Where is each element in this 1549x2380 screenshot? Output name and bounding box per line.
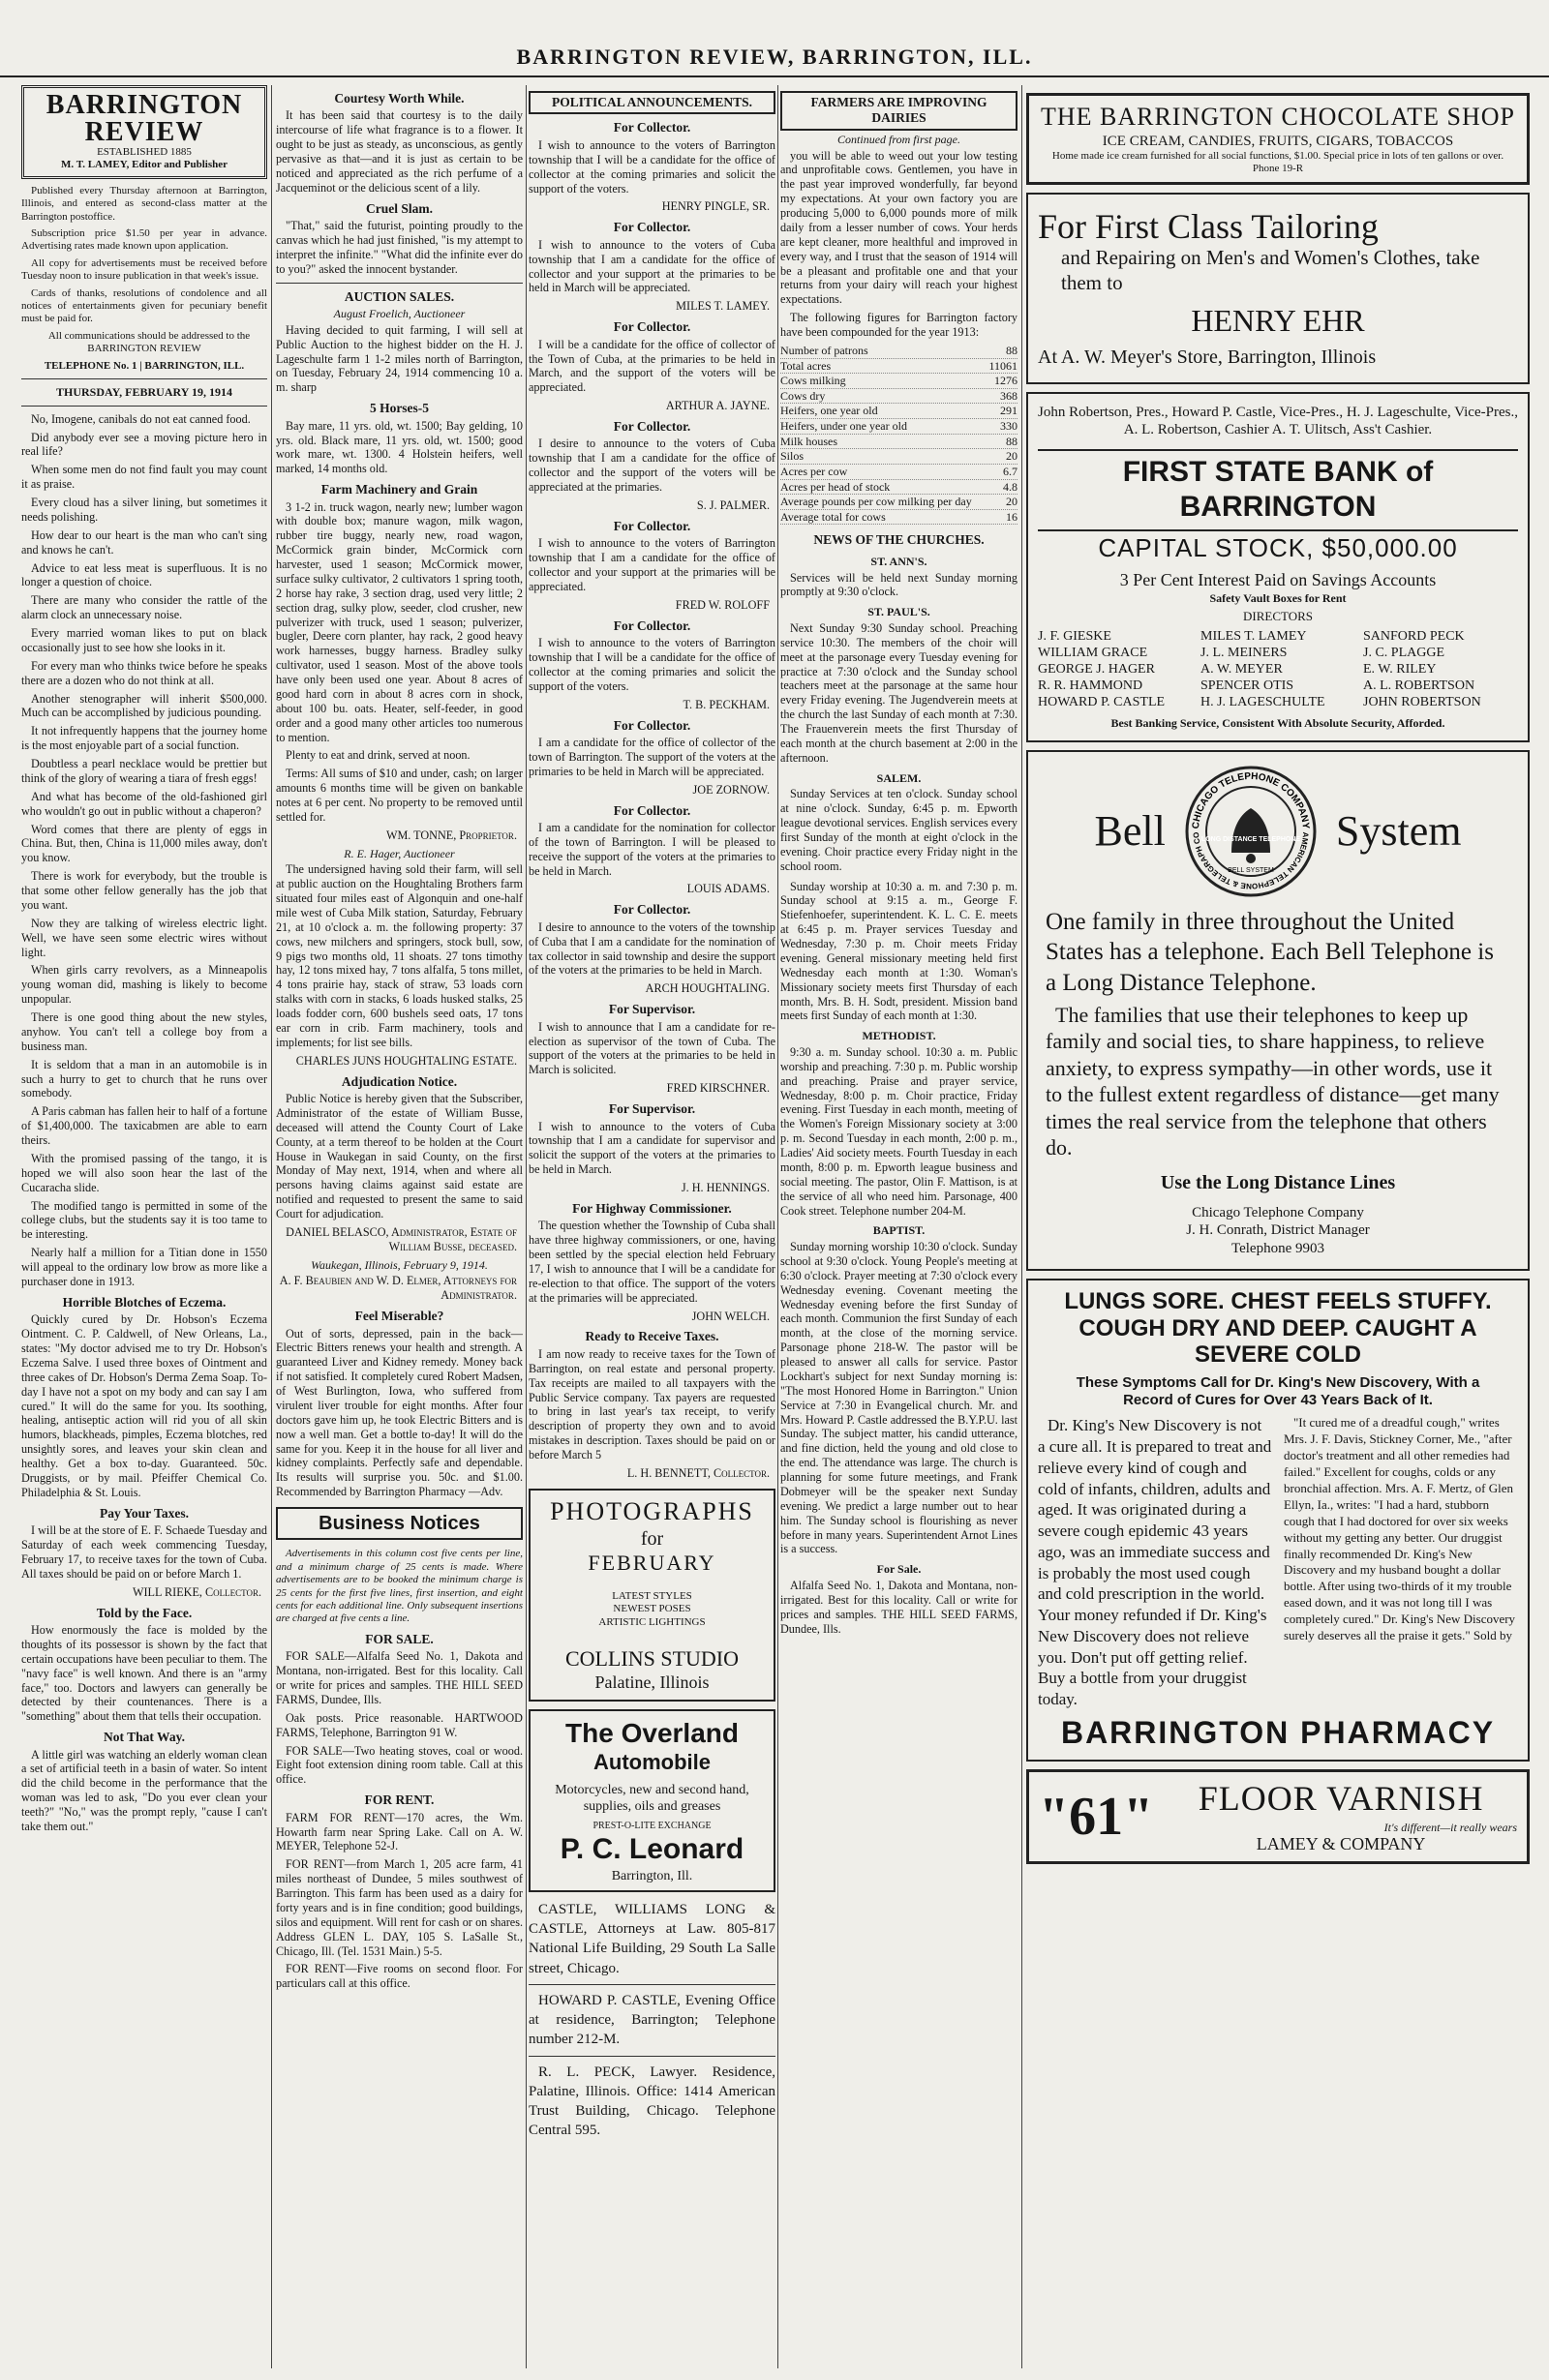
- stat-value: 330: [1000, 419, 1017, 434]
- masthead: [0, 37, 1549, 77]
- announcement-signature: MILES T. LAMEY.: [676, 299, 770, 314]
- column-4: [780, 85, 1017, 2370]
- stat-value: 368: [1000, 388, 1017, 403]
- tailor-title: For First Class Tailoring: [1038, 206, 1379, 246]
- established: ESTABLISHED 1885: [97, 146, 192, 158]
- column-rule: [1021, 85, 1022, 2368]
- varnish-ad: [1026, 1769, 1530, 1864]
- photo-ad-line: for: [640, 1527, 664, 1550]
- chocolate-shop-title: THE BARRINGTON CHOCOLATE SHOP: [1040, 103, 1516, 131]
- slam-headline: Cruel Slam.: [366, 200, 433, 216]
- column-3: [529, 85, 775, 2370]
- classified-ad: FOR SALE—Two heating stoves, coal or wood. Eight foot extension dining room table. Call at this office.: [276, 1743, 523, 1787]
- paragraph: Every cloud has a silver lining, but sometimes it needs polishing.: [21, 496, 267, 524]
- bank-officers: John Robertson, Pres., Howard P. Castle, Vice-Pres., H. J. Lageschulte, Vice-Pres., A. L. Robertson, Cashier A. T. Ulitsch, Ass't Cashier.: [1038, 405, 1518, 438]
- paragraph: A Paris cabman has fallen heir to half of a fortune of $1,400,000. The taxicabmen are able to earn theirs.: [21, 1104, 267, 1148]
- proprietor: WM. TONNE, Proprietor.: [385, 828, 517, 842]
- announcement-signature: ARCH HOUGHTALING.: [645, 981, 770, 996]
- auction-terms: Terms: All sums of $10 and under, cash; on larger amounts 6 months time will be given on bankable notes at 6 per cent. No property to be removed until settled for.: [276, 767, 523, 824]
- church-name: SALEM.: [876, 770, 922, 785]
- cards-info: Cards of thanks, resolutions of condolence and all notices of entertainments given for pecuniary benefit must be paid for.: [21, 286, 267, 325]
- paragraph: How dear to our heart is the man who can't sing and knows he can't.: [21, 527, 267, 557]
- for-sale-headline: FOR SALE.: [365, 1631, 434, 1646]
- stat-value: 16: [1006, 509, 1017, 524]
- announcement-signature: FRED KIRSCHNER.: [666, 1081, 770, 1096]
- announcement-title: For Collector.: [613, 419, 691, 434]
- way-text: A little girl was watching an elderly woman clean a set of artificial teeth in a basin of water. So intent did the child become in the performance that the woman was led to ask, "Do you ever clean your teeth?" "No," was the prompt reply, "cause I can't take them out.": [21, 1747, 267, 1833]
- director-name: J. C. PLAGGE: [1363, 646, 1445, 661]
- director-name: R. R. HAMMOND: [1038, 678, 1143, 694]
- face-text: How enormously the face is molded by the thoughts of its possessor is shown by the fact that certain occupations have been peculiar to them. The "navy face" is well known. And there is an "army face," too. Doctors and lawyers can generally be detected by their countenances. There is a "something" about them that tells their occupation.: [21, 1623, 267, 1724]
- photo-ad-line: FEBRUARY: [588, 1550, 716, 1575]
- director-name: J. F. GIESKE: [1038, 629, 1111, 644]
- seal-top-text: CHICAGO TELEPHONE COMPANY: [1190, 770, 1311, 829]
- paragraph: There are many who consider the rattle of the alarm clock an unnecessary noise.: [21, 593, 267, 622]
- bell-cta: Use the Long Distance Lines: [1160, 1171, 1396, 1193]
- stat-row: [780, 389, 1017, 405]
- photo-ad-line: ARTISTIC LIGHTINGS: [598, 1615, 706, 1628]
- adjudication-text: Public Notice is hereby given that the Subscriber, Administrator of the estate of William Busse, deceased will attend the County Court of Lake County, at a term thereof to be holden at the Court House in Waukegan in said County, on the first Monday of May next, 1914, when and where all persons having claims against said estate are notified and requested to present the same to said Court for adjudication.: [276, 1092, 523, 1221]
- announcement-text: I wish to announce to the voters of Barrington township that I will be a candidate for the office of collector at the coming primaries and solicit the support of the voters.: [529, 636, 775, 693]
- tailor-line: and Repairing on Men's and Women's Clothes, take them to: [1061, 246, 1480, 295]
- system-word: System: [1335, 807, 1462, 856]
- eczema-headline: Horrible Blotches of Eczema.: [62, 1294, 227, 1310]
- castle-card: CASTLE, WILLIAMS LONG & CASTLE, Attorneys at Law. 805-817 National Life Building, 29 South La Salle street, Chicago.: [529, 1901, 775, 1976]
- director-name: A. W. MEYER: [1200, 662, 1283, 678]
- continued-note: Continued from first page.: [837, 132, 960, 146]
- director-name: A. L. ROBERTSON: [1363, 678, 1475, 694]
- stat-label: Acres per head of stock: [780, 479, 891, 494]
- auction-signature: CHARLES JUNS HOUGHTALING ESTATE.: [295, 1053, 517, 1068]
- announcement-title: For Collector.: [613, 902, 691, 918]
- telephone-line: TELEPHONE No. 1 | BARRINGTON, ILL.: [44, 359, 245, 372]
- howard-card: HOWARD P. CASTLE, Evening Office at residence, Barrington; Telephone number 212-M.: [529, 1992, 775, 2048]
- paragraph: Another stenographer will inherit $500,000. Much can be accomplished by judicious pounding.: [21, 691, 267, 720]
- announcement-title: For Collector.: [613, 319, 691, 335]
- stat-label: Average total for cows: [780, 509, 886, 524]
- classified-ad: FOR RENT—Five rooms on second floor. For particulars call at this office.: [276, 1962, 523, 1991]
- kings-headline: LUNGS SORE. CHEST FEELS STUFFY. COUGH DRY AND DEEP. CAUGHT A SEVERE COLD: [1064, 1288, 1492, 1369]
- paragraph: No, Imogene, canibals do not eat canned food.: [31, 411, 251, 426]
- stat-value: 88: [1006, 343, 1017, 357]
- announcement-title: For Collector.: [613, 518, 691, 533]
- classified-ad: FARM FOR RENT—170 acres, the Wm. Howarth farm near Spring Lake. Call on A. W. MEYER, Telephone 52-J.: [276, 1810, 523, 1853]
- church-name: For Sale.: [876, 1562, 922, 1577]
- column-5: [1026, 85, 1530, 2370]
- church-text: Next Sunday 9:30 Sunday school. Preaching service 10:30. The members of the choir will meet at the parsonage every Tuesday evening for practice at 7:30 o'clock and the Sunday school teachers meet at the parsonage at the same hour every Friday evening. The Jugendverein meets at the church the last Sunday of each month at 7:30. The Frauenverein meets the first Thursday of each month at the church basement at 2:00 in the afternoon.: [780, 620, 1017, 765]
- horses-subhead: 5 Horses-5: [369, 401, 430, 416]
- announcement-title: For Supervisor.: [608, 1002, 696, 1017]
- stat-row: [780, 419, 1017, 435]
- church-name: ST. ANN'S.: [870, 554, 927, 568]
- auction-text: Bay mare, 11 yrs. old, wt. 1500; Bay gelding, 10 yrs. old. Black mare, 11 yrs. old, wt. 1500; good work mare, wt. 1300. 4 Holstein heifers, well marked, 14 months old.: [276, 418, 523, 476]
- stat-label: Silos: [780, 449, 805, 464]
- photo-ad-line: NEWEST POSES: [613, 1603, 691, 1615]
- taxes-text: I will be at the store of E. F. Schaede Tuesday and Saturday of each week commencing Tuesday, February 17, to receive taxes for the town of Cuba. All taxes should be paid on or before March 1.: [21, 1523, 267, 1581]
- seal-center-text: LONG DISTANCE TELEPHONE: [1200, 836, 1300, 844]
- announcement-text: The question whether the Township of Cuba shall have three highway commissioners, or one, having been settled by the special election held February 17, I wish to announce that I will be a candidate for re-election to that office. The support of the voters at the primaries will be appreciated.: [529, 1219, 775, 1305]
- announcement-signature: T. B. PECKHAM.: [683, 697, 770, 711]
- kings-right-text: "It cured me of a dreadful cough," writes Mrs. J. F. Davis, Stickney Corner, Me., "after doctor's treatment and all other remedies had failed." Excellent for coughs, colds or any bronchial affection. Mrs. A. F. Mertz, of Glen Ellyn, Ia., writes: "I had a hard, stubborn cough that I had doctored for over six weeks without my getting any better. Our druggist finally recommended Dr. King's New Discovery and my husband bought a dollar bottle. After using two-thirds of it my trouble eased down, and it was not long till I was completely cured." Dr. King's New Discovery surely deserves all the praise it gets." Sold by: [1284, 1415, 1516, 1642]
- kings-subhead: These Symptoms Call for Dr. King's New Discovery, With a Record of Cures for Over 43 Years Back of It.: [1076, 1373, 1480, 1409]
- dairies-headline: FARMERS ARE IMPROVING DAIRIES: [780, 91, 1017, 131]
- stat-label: Milk houses: [780, 434, 838, 448]
- business-notices-rates: Advertisements in this column cost five cents per line, and a minimum charge of 25 cents is made. Where advertisements are to be booked the minimum charge is 25 cents for the first five lines, first insertion, and eight cents for each additional line. Only subsequent insertions are charged at five cents a line.: [276, 1548, 523, 1625]
- director-name: GEORGE J. HAGER: [1038, 662, 1155, 678]
- paragraph: Doubtless a pearl necklace would be prettier but think of the glory of wearing a tiara of fresh eggs!: [21, 757, 267, 785]
- face-headline: Told by the Face.: [96, 1605, 193, 1620]
- stat-label: Heifers, one year old: [780, 404, 878, 418]
- paragraph: And what has become of the old-fashioned girl who wouldn't go out in public without a chaperon?: [21, 789, 267, 818]
- paragraph: It not infrequently happens that the journey home is the most enjoyable part of a social function.: [21, 724, 267, 753]
- varnish-title: FLOOR VARNISH: [1198, 1778, 1484, 1818]
- miserable-text: Out of sorts, depressed, pain in the back—Electric Bitters renews your health and strength. A guaranteed Liver and Kidney remedy. Money back if not satisfied. It completely cured Robert Madsen, of West Burlington, Iowa, who suffered from virulent liver trouble for eight months. After four doctors gave him up, he took Electric Bitters and is now a well man. Get a bottle to-day! It will do the same for you. Keep it in the house for all liver and kidney complaints. Perfectly safe and dependable. Its results will surprise you. 50c. and $1.00. Recommended by Barrington Pharmacy —Adv.: [276, 1326, 523, 1499]
- bell-company: Chicago Telephone Company: [1192, 1205, 1364, 1221]
- director-name: SANFORD PECK: [1363, 629, 1465, 644]
- overland-line: PREST-O-LITE EXCHANGE: [592, 1820, 712, 1831]
- stat-label: Heifers, under one year old: [780, 419, 907, 434]
- bell-telephone: Telephone 9903: [1230, 1240, 1324, 1256]
- announcement-signature: ARTHUR A. JAYNE.: [665, 399, 770, 413]
- announcement-signature: LOUIS ADAMS.: [686, 882, 770, 896]
- director-name: E. W. RILEY: [1363, 662, 1437, 678]
- stat-value: 6.7: [1003, 464, 1017, 478]
- auction-headline: AUCTION SALES.: [344, 288, 455, 304]
- for-rent-headline: FOR RENT.: [364, 1793, 435, 1808]
- stat-row: [780, 510, 1017, 526]
- overland-line: Automobile: [593, 1749, 711, 1774]
- courtesy-text: It has been said that courtesy is to the daily intercourse of life what fragrance is to a flower. It ought to be just as steady, as unconscious, as gently pervasive as that—and it is just as certain to be noticed and appreciated as the rich perfume of a Jacqueminot or the delicious scent of a lily.: [276, 108, 523, 195]
- eczema-text: Quickly cured by Dr. Hobson's Eczema Ointment. C. P. Caldwell, of New Orleans, La., states: "My doctor advised me to try Dr. Hobson's Eczema Salve. I used three boxes of Ointment and three cakes of Dr. Hobson's Derma Zema Soap. To-day I have not a spot on my body and can say I am cured." It will do the same for you. Its soothing, healing, antiseptic action will rid you of all skin humors, blackheads, pimples, Eczema blotches, red unsightly sores, and leaves your skin clean and healthy. Get a box to-day. Guaranteed. 50c. Druggists, or by mail. Pfeiffer Chemical Co. Philadelphia & St. Louis.: [21, 1312, 267, 1499]
- church-text: Services will be held next Sunday morning promptly at 9:30 o'clock.: [780, 570, 1017, 599]
- announcement-text: I desire to announce to the voters of the township of Cuba that I am a candidate for the nomination of tax collector in said township and desire the support of the voters at the primaries to be held in March.: [529, 919, 775, 978]
- paragraph: Word comes that there are plenty of eggs in China. But, then, China is 11,000 miles away, don't you know.: [21, 822, 267, 865]
- column-rule: [777, 85, 778, 2368]
- bell-paragraph: One family in three throughout the United States has a telephone. Each Bell Telephone is a Long Distance Telephone.: [1046, 909, 1494, 996]
- announcement-signature: JOE ZORNOW.: [692, 782, 770, 797]
- director-name: J. L. MEINERS: [1200, 646, 1288, 661]
- auction-text: Plenty to eat and drink, served at noon.: [286, 748, 471, 763]
- business-notices-title: Business Notices: [319, 1513, 480, 1535]
- paragraph: When girls carry revolvers, as a Minneapolis young woman did, mashing is likely to become unpopular.: [21, 963, 267, 1007]
- bell-manager: J. H. Conrath, District Manager: [1186, 1222, 1370, 1239]
- dairy-stats: [780, 344, 1017, 526]
- tailor-name: HENRY EHR: [1191, 302, 1365, 338]
- paragraph: Every married woman likes to put on black occasionally just to see how she looks in it.: [21, 626, 267, 654]
- announcement-signature: JOHN WELCH.: [691, 1309, 770, 1323]
- church-name: METHODIST.: [862, 1029, 936, 1043]
- church-text: Sunday worship at 10:30 a. m. and 7:30 p. m. Sunday school at 9:15 a. m., George F. Stiefenhoefer, superintendent. K. L. C. E. meets at 6:45 p. m. Prayer services Tuesday and Wednesday, 7:30 p. m. Choir meets Friday evening. General missionary meeting held first Wednesday each month at 1:30. Woman's Missionary society meets first Thursday of each month, Mrs. B. H. Sodt, president. Mission band meets first Sunday of each month at 1:30.: [780, 879, 1017, 1023]
- bell-paragraph: The families that use their telephones to keep up family and social ties, to share happiness, to relieve anxiety, to express sympathy—in other words, use it to the fullest extent regardless of distance—get many times the real service from the telephone that others do.: [1046, 1002, 1500, 1160]
- announcement-title: For Collector.: [613, 120, 691, 136]
- chocolate-shop-ad: [1026, 93, 1530, 185]
- adjudication-headline: Adjudication Notice.: [341, 1073, 458, 1089]
- classified-ad: Oak posts. Price reasonable. HARTWOOD FARMS, Telephone, Barrington 91 W.: [276, 1710, 523, 1739]
- director-name: JOHN ROBERTSON: [1363, 695, 1481, 710]
- announcement-text: I wish to announce to the voters of Barrington township that I will be a candidate for the office of collector at the coming primaries and solicit the support of the voters.: [529, 137, 775, 196]
- photo-ad-title: PHOTOGRAPHS: [550, 1496, 754, 1525]
- stat-row: [780, 480, 1017, 496]
- classified-ad: FOR SALE—Alfalfa Seed No. 1, Dakota and Montana, non-irrigated. Best for this locality. Call or write for prices and samples. THE HILL SEED FARMS, Dundee, Ills.: [276, 1649, 523, 1706]
- collins-studio-ad: [529, 1489, 775, 1702]
- stat-label: Number of patrons: [780, 343, 868, 357]
- peck-card: R. L. PECK, Lawyer. Residence, Palatine, Illinois. Office: 1414 American Trust Building, Chicago. Telephone Central 595.: [529, 2064, 775, 2139]
- paragraph: There is work for everybody, but the trouble is that some other fellow generally has the job that you want.: [21, 869, 267, 912]
- church-text: Sunday morning worship 10:30 o'clock. Sunday school at 9:30 o'clock. Young People's meeting at 6:30 o'clock. Prayer meeting at 7:30 o'clock every Wednesday evening. Covenant meeting the Wednesday evening before the first Sunday of each month. Communion the first Sunday of each month, at the close of the morning service. Parsonage phone 218-W. The pastor will be pleased to answer all calls for service. Pastor Lockhart's subject for next Sunday morning is: "The most Honored Home in Barrington." Union Service at 7:30 in Evangelical church. Mr. and Mrs. Howard P. Castle addressed the B.Y.P.U. last Sunday. The subject matter, his candid utterance, and fine diction, held the young and old close to the end. The attendance was large. The church is planning for some future meetings, and Frank Dobmeyer will be the speaker next Sunday evening. We predict a large number out to hear him. The Sunday school is flourishing as never before in many years. Superintendent Arnot Lines is a success.: [780, 1240, 1017, 1556]
- kings-discovery-ad: [1026, 1279, 1530, 1762]
- column-rule: [271, 85, 272, 2368]
- stat-row: [780, 374, 1017, 389]
- issue-date: THURSDAY, FEBRUARY 19, 1914: [56, 385, 232, 400]
- bank-name: FIRST STATE BANK of BARRINGTON: [1038, 449, 1518, 531]
- adjudication-attorneys: A. F. Beaubien and W. D. Elmer, Attorneys for Administrator.: [279, 1274, 517, 1303]
- overland-title: The Overland: [565, 1717, 739, 1748]
- auction-text: Having decided to quit farming, I will sell at Public Auction to the highest bidder on the H. J. Lageschulte farm 1 1-2 miles north of Barrington, on Tuesday, February 24, 1914 commencing 10 a. m. sharp: [276, 322, 523, 395]
- publication-info: Published every Thursday afternoon at Barrington, Illinois, and entered as second-class matter at the Barrington postoffice.: [21, 184, 267, 223]
- church-text: Alfalfa Seed No. 1, Dakota and Montana, non-irrigated. Best for this locality. Call or write for prices and samples. THE HILL SEED FARMS, Dundee, Ills.: [780, 1578, 1017, 1636]
- announcement-text: I am a candidate for the nomination for collector of the town of Barrington. I will be pleased to receive the support of the voters at the primaries to be held in March.: [529, 820, 775, 878]
- slam-text: "That," said the futurist, pointing proudly to the canvas which he had just finished, "is my attempt to interpret the infinite." "What did the infinite ever do to you?" asked the innocent bystander.: [276, 219, 523, 276]
- address-info: All communications should be addressed to the BARRINGTON REVIEW: [47, 329, 251, 355]
- political-headline: POLITICAL ANNOUNCEMENTS.: [529, 91, 775, 114]
- varnish-number: "61": [1039, 1787, 1154, 1848]
- stat-value: 11061: [988, 358, 1017, 373]
- stat-row: [780, 435, 1017, 450]
- paper-title: BARRINGTON REVIEW: [46, 90, 243, 147]
- directors-title: DIRECTORS: [1243, 609, 1313, 624]
- announcement-title: For Collector.: [613, 717, 691, 733]
- stat-label: Cows dry: [780, 388, 826, 403]
- stat-label: Cows milking: [780, 374, 846, 388]
- announcement-signature: J. H. HENNINGS.: [681, 1181, 770, 1194]
- announcement-text: I wish to announce to the voters of Cuba township that I am a candidate for the office of collector and your support at the primaries to be held in March will be appreciated.: [529, 237, 775, 295]
- masthead-text: BARRINGTON REVIEW, BARRINGTON, ILL.: [516, 45, 1033, 69]
- taxes-signature: WILL RIEKE, Collector.: [132, 1584, 261, 1599]
- announcement-title: For Supervisor.: [608, 1101, 696, 1117]
- paragraph: With the promised passing of the tango, it is hoped we will also soon hear the last of the Cucaracha slide.: [21, 1151, 267, 1194]
- column-rule: [526, 85, 527, 2368]
- classified-ad: FOR RENT—from March 1, 205 acre farm, 41 miles northeast of Dundee, 5 miles southwest of Barrington. This farm has been used as a dairy for forty years and is in fine condition; good buildings, silos and equipment. Will rent for cash or on shares. Address GLEN L. DAY, 105 S. LaSalle St., Chicago, Ill. (Tel. 1531 Main.) 5-5.: [276, 1857, 523, 1958]
- announcement-title: For Highway Commissioner.: [572, 1200, 732, 1216]
- announcement-text: I wish to announce to the voters of Barrington township that I am a candidate for the office of collector and your support at the primaries will be appreciated.: [529, 536, 775, 593]
- director-name: SPENCER OTIS: [1200, 678, 1294, 694]
- paragraph: Advice to eat less meat is superfluous. It is no longer a question of choice.: [21, 560, 267, 589]
- stat-label: Average pounds per cow milking per day: [780, 495, 972, 509]
- tailor-place: At A. W. Meyer's Store, Barrington, Illinois: [1038, 346, 1377, 368]
- taxes-headline: Pay Your Taxes.: [100, 1505, 189, 1521]
- paragraph: Now they are talking of wireless electric light. Well, we have seen some electric wires without light.: [21, 916, 267, 959]
- church-text: 9:30 a. m. Sunday school. 10:30 a. m. Public worship and preaching. 7:30 p. m. Public worship and preaching. Praise and prayer service, Wednesday, 8:00 p. m. Choir practice, Friday evening. First Tuesday in each month, meeting of the Women's Foreign Missionary society at 3:00 p. m. Second Tuesday in each month, 2:00 p. m., Ladies' Aid society meets. Fourth Tuesday in each month, 8:00 p. m. Epworth league business and social meeting. The pastor, Olin F. Mattison, is at the service of all who need him. Parsonage, 400 Cook street. Telephone number 204-M.: [780, 1044, 1017, 1218]
- overland-dealer: P. C. Leonard: [560, 1833, 744, 1866]
- stat-row: [780, 449, 1017, 465]
- miserable-headline: Feel Miserable?: [354, 1309, 444, 1324]
- nameplate: [21, 85, 267, 179]
- dairies-text: you will be able to weed out your low testing and unprofitable cows. Gentlemen, you have in the past year improved wonderfully, far beyond my expectations. At your own factory you are producing 5,000 to 6,000 pounds more of milk daily from a lesser number of cows. Your herds are kept cleaner, more healthful and improved in every way, and I trust that the season of 1914 will be a pleasant and profitable one and that your returns from your dairy will reach your highest expectations.: [780, 148, 1017, 307]
- business-notices-box: [276, 1507, 523, 1540]
- bell-word: Bell: [1094, 807, 1166, 856]
- varnish-slogan: It's different—it really wears: [1383, 1820, 1517, 1834]
- seal-bs-text: BELL SYSTEM: [1228, 867, 1274, 875]
- stat-row: [780, 404, 1017, 419]
- announcement-signature: S. J. PALMER.: [696, 497, 770, 512]
- column-2: [276, 85, 523, 2370]
- stat-value: 20: [1006, 449, 1017, 464]
- chocolate-shop-line: Home made ice cream furnished for all social functions, $1.00. Special price in lots of ten gallons or over. Phone 19-R: [1051, 150, 1504, 175]
- bell-ad: [1026, 750, 1530, 1271]
- stat-label: Total acres: [780, 358, 832, 373]
- announcement-signature: FRED W. ROLOFF: [675, 597, 770, 612]
- column-1: [21, 85, 267, 2370]
- director-name: WILLIAM GRACE: [1038, 646, 1148, 661]
- paragraph: There is one good thing about the new styles, anyhow. You can't tell a college boy from a business man.: [21, 1010, 267, 1053]
- announcement-signature: L. H. BENNETT, Collector.: [626, 1465, 770, 1480]
- photo-ad-line: LATEST STYLES: [612, 1589, 692, 1602]
- paragraph: It is seldom that a man in an automobile is in such a hurry to get to church that he runs over somebody.: [21, 1057, 267, 1100]
- stat-row: [780, 465, 1017, 480]
- church-name: ST. PAUL'S.: [867, 605, 930, 619]
- overland-line: Motorcycles, new and second hand, supplies, oils and greases: [555, 1782, 749, 1814]
- stat-value: 20: [1006, 495, 1017, 509]
- paragraph: Did anybody ever see a moving picture hero in real life?: [21, 430, 267, 459]
- announcement-signature: HENRY PINGLE, SR.: [661, 199, 770, 214]
- bank-vault: Safety Vault Boxes for Rent: [1209, 590, 1347, 605]
- tailor-ad: [1026, 193, 1530, 384]
- chocolate-shop-line: ICE CREAM, CANDIES, FRUITS, CIGARS, TOBACCOS: [1102, 133, 1454, 149]
- director-name: HOWARD P. CASTLE: [1038, 695, 1166, 710]
- bank-capital: CAPITAL STOCK, $50,000.00: [1098, 532, 1458, 562]
- paragraph: Nearly half a million for a Titian done in 1550 will appeal to the ordinary low brow as more like a purchaser done in 1913.: [21, 1246, 267, 1288]
- paragraph: For every man who thinks twice before he speaks there are a dozen who do not think at all.: [21, 658, 267, 687]
- auction-text: 3 1-2 in. truck wagon, nearly new; lumber wagon with double box; manure wagon, milk wagon, rubber tire buggy, nearly new, road wagon, McCormick grain binder, McCormick corn harvester, used 1 season; McCormick mower, surface sulky cultivator, 2 cultivators 1 spring tooth, 2 horse hay rake, 3 section drag, used very little; 2 section drag, sulky plow, seeder, clod crusher, new pulverizer with truck, used 1 season; pulverizer, bugler, Deere corn planter, hay rack, 2 good heavy work harnesses, buggy harness. Bradley sulky cultivator, used 1 season. Most of the above tools have only been used one year. About 8 acres of good hard corn in about 8 acres corn in shock, about 100 bu. oats. Heater, self-feeder, in good order and a good many other articles too numerous to mention.: [276, 499, 523, 744]
- announcement-text: I will be a candidate for the office of collector of the Town of Cuba, at the primaries to be held in March, and the support of the voters will be appreciated.: [529, 337, 775, 395]
- stat-value: 4.8: [1003, 479, 1017, 494]
- auctioneer: August Froelich, Auctioneer: [333, 307, 466, 321]
- church-text: Sunday Services at ten o'clock. Sunday school at nine o'clock. Sunday, 6:45 p. m. Epworth league devotional services. English services every first Sunday of the month at eight o'clock in the evening. Choir practice every Friday night in the school room.: [780, 787, 1017, 873]
- paragraph: The modified tango is permitted in some of the college clubs, but the students say it is too tame to be interesting.: [21, 1198, 267, 1242]
- kings-left-text: Dr. King's New Discovery is not a cure all. It is prepared to treat and relieve every kind of cough and cold of infants, children, adults and aged. It was originated during a severe cough epidemic 43 years ago, was an immediate success and is probably the most used cough and cold prescription in the world. Your money refunded if Dr. King's New Discovery does not relieve you. Don't put off getting relief. Buy a bottle from your druggist today.: [1038, 1416, 1272, 1709]
- announcement-title: For Collector.: [613, 618, 691, 633]
- ad-copy-info: All copy for advertisements must be received before Tuesday noon to insure publication in that week's issue.: [21, 256, 267, 283]
- announcement-text: I wish to announce that I am a candidate for re-election as supervisor of the town of Cuba. The support of the voters at the primaries to be held in March is solicited.: [529, 1019, 775, 1077]
- bell-seal-logo: [1183, 764, 1319, 899]
- bank-ad: [1026, 392, 1530, 742]
- directors-grid: [1038, 628, 1518, 710]
- stat-value: 1276: [994, 374, 1017, 388]
- director-name: H. J. LAGESCHULTE: [1200, 695, 1325, 710]
- way-headline: Not That Way.: [104, 1730, 185, 1745]
- adjudication-signature: DANIEL BELASCO, Administrator, Estate of William Busse, deceased.: [286, 1224, 517, 1253]
- bank-interest: 3 Per Cent Interest Paid on Savings Accounts: [1119, 569, 1437, 589]
- stat-row: [780, 495, 1017, 510]
- studio-place: Palatine, Illinois: [594, 1672, 710, 1692]
- bank-motto: Best Banking Service, Consistent With Absolute Security, Afforded.: [1110, 716, 1445, 731]
- seal-bottom-text: AMERICAN TELEPHONE & TELEGRAPH CO: [1191, 831, 1310, 891]
- stat-label: Acres per cow: [780, 464, 848, 478]
- subscription-info: Subscription price $1.50 per year in advance. Advertising rates made known upon application.: [21, 227, 267, 253]
- announcement-text: I wish to announce to the voters of Cuba township that I am a candidate for supervisor and solicit the support of the voters at the primaries to be held in March.: [529, 1119, 775, 1177]
- editor: M. T. LAMEY, Editor and Publisher: [61, 159, 228, 171]
- political-announcements: [529, 120, 775, 1480]
- church-name: BAPTIST.: [872, 1223, 926, 1238]
- overland-ad: [529, 1709, 775, 1892]
- courtesy-headline: Courtesy Worth While.: [334, 91, 465, 105]
- studio-name: COLLINS STUDIO: [564, 1645, 740, 1671]
- director-name: MILES T. LAMEY: [1200, 629, 1307, 644]
- announcement-text: I am a candidate for the office of collector of the town of Barrington. The support of the voters at the primaries to be held in March will be appreciated.: [529, 736, 775, 778]
- announcement-title: For Collector.: [613, 802, 691, 818]
- varnish-seller: LAMEY & COMPANY: [1256, 1834, 1426, 1854]
- auctioneer: R. E. Hager, Auctioneer: [344, 846, 455, 860]
- stat-value: 88: [1006, 434, 1017, 448]
- stat-value: 291: [1000, 404, 1017, 418]
- pharmacy-name: BARRINGTON PHARMACY: [1060, 1714, 1496, 1750]
- stat-row: [780, 344, 1017, 359]
- stats-intro: The following figures for Barrington factory have been compounded for the year 1913:: [780, 311, 1017, 340]
- stat-row: [780, 359, 1017, 375]
- announcement-title: For Collector.: [613, 220, 691, 235]
- announcement-title: Ready to Receive Taxes.: [585, 1329, 719, 1344]
- announcement-text: I desire to announce to the voters of Cuba township that I am a candidate for the office of collector and the support of the voters will be appreciated at the primaries.: [529, 437, 775, 495]
- announcement-text: I am now ready to receive taxes for the Town of Barrington, on real estate and personal property. Tax receipts are mailed to all taxpayers with the Public Service company. Tax payers are requested to bring in last year's tax receipt, to verify description of property they own and to avoid mistakes in description. Taxes should be paid on or before March 5: [529, 1346, 775, 1462]
- adjudication-place: Waukegan, Illinois, February 9, 1914.: [311, 1257, 488, 1272]
- churches-headline: NEWS OF THE CHURCHES.: [813, 532, 985, 548]
- auction-text: The undersigned having sold their farm, will sell at public auction on the Houghtaling Brothers farm situated four miles east of Algonquin and one-half mile west of Cuba Milk station, Saturday, February 21, at 10 o'clock a. m. the following property: 37 cows, new milchers and springers, stock bull, sow, 9 pigs two months old, 11 shoats. 27 tons timothy hay, 12 tons mixed hay, 7 tons alfalfa, 5 tons millet, 4 tons prairie hay, stack of straw, 53 loads corn stalks with corn in stacks, 6 loads husked stalks, 25 loads fodder corn, 600 bushels seed oats, 17 tons ear corn in crib. Farm machinery, tools and implements; for list see bills.: [276, 862, 523, 1049]
- church-list: [780, 555, 1017, 1637]
- overland-place: Barrington, Ill.: [611, 1868, 693, 1883]
- machinery-subhead: Farm Machinery and Grain: [320, 482, 478, 497]
- paragraph: When some men do not find fault you may count it as praise.: [21, 463, 267, 492]
